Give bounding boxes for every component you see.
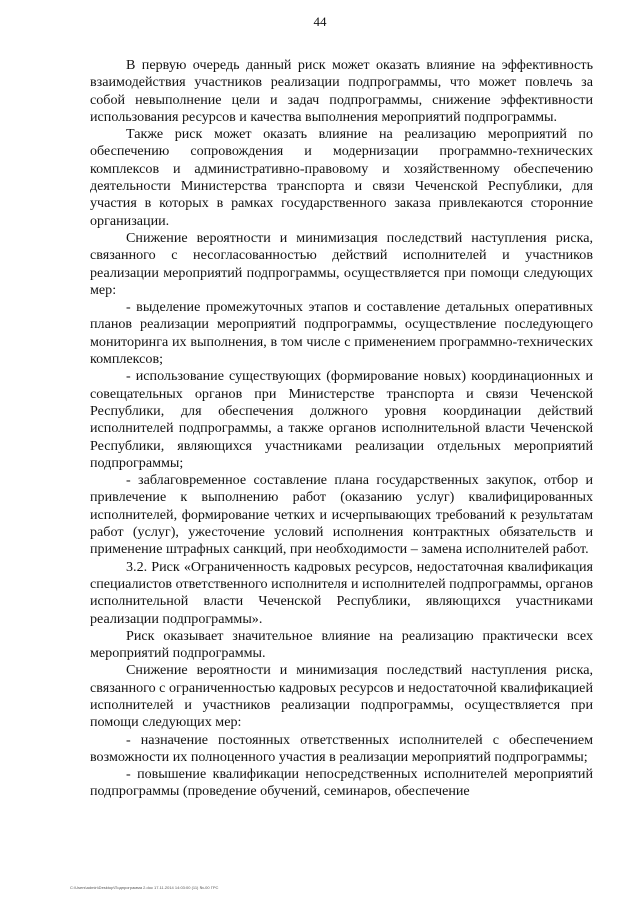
- list-item-qualification: - повышение квалификации непосредственных исполнителей мероприятий подпрограммы (проведение обучений, семинаров, обеспечение: [90, 766, 593, 800]
- paragraph-risk-support: Также риск может оказать влияние на реализацию мероприятий по обеспечению сопровождения и модернизации программно-технических комплексов и административно-правовому и хозяйственному обеспечению деятельности Министерства транспорта и связи Чеченской Республики, для участия в которых в рамках государственного заказа привлекаются сторонние организации.: [90, 126, 593, 229]
- paragraph-risk-impact: В первую очередь данный риск может оказать влияние на эффективность взаимодействия участников реализации подпрограммы, что может повлечь за собой невыполнение цели и задач подпрограммы, снижение эффективности использования ресурсов и качества выполнения мероприятий подпрограммы.: [90, 57, 593, 125]
- list-item-permanent-executors: - назначение постоянных ответственных исполнителей с обеспечением возможности их полноценного участия в реализации мероприятий подпрограммы;: [90, 731, 593, 765]
- page-number: 44: [313, 14, 327, 29]
- paragraph-mitigation-intro-2: Снижение вероятности и минимизация последствий наступления риска, связанного с ограниченностью кадровых ресурсов и недостаточной квалификацией исполнителей и участников реализации подпрограммы, осуществляется при помощи следующих мер:: [90, 662, 593, 731]
- list-item-procurement-plan: - заблаговременное составление плана государственных закупок, отбор и привлечение к выполнению работ (оказанию услуг) квалифицированных исполнителей, формирование четких и исчерпывающих требований к результатам работ (услуг), ужесточение условий исполнения контрактных обязательств и применение штрафных санкций, при необходимости – замена исполнителей работ.: [90, 472, 593, 558]
- paragraph-mitigation-intro-1: Снижение вероятности и минимизация последствий наступления риска, связанного с несогласованностью действий исполнителей и участников реализации мероприятий подпрограммы, осуществляется при помощи следующих мер:: [90, 229, 593, 298]
- body-text: [90, 57, 593, 801]
- list-item-intermediate-stages: - выделение промежуточных этапов и составление детальных оперативных планов реализации мероприятий подпрограммы, осуществление последующего мониторинга их выполнения, в том числе с применением программно-технических комплексов;: [90, 299, 593, 368]
- paragraph-risk-significance: Риск оказывает значительное влияние на реализацию практически всех мероприятий подпрограммы.: [90, 627, 593, 662]
- document-footer: С:\Users\admin\Desktop\Подпрограмма 2.doc 17.11.2014 14:03:00 (11) №-00 ГРС: [70, 885, 219, 890]
- list-item-coordination-bodies: - использование существующих (формирование новых) координационных и совещательных органов при Министерстве транспорта и связи Чеченской Республики, для обеспечения должного уровня координации действий исполнителей подпрограммы, а также органов исполнительной власти Чеченской Республики, являющихся участниками реализации отдельных мероприятий подпрограммы;: [90, 368, 593, 471]
- section-heading-3-2: 3.2. Риск «Ограниченность кадровых ресурсов, недостаточная квалификация специалистов ответственного исполнителя и исполнителей подпрограммы, органов исполнительной власти Чеченской Республики, являющихся участниками реализации подпрограммы».: [90, 558, 593, 627]
